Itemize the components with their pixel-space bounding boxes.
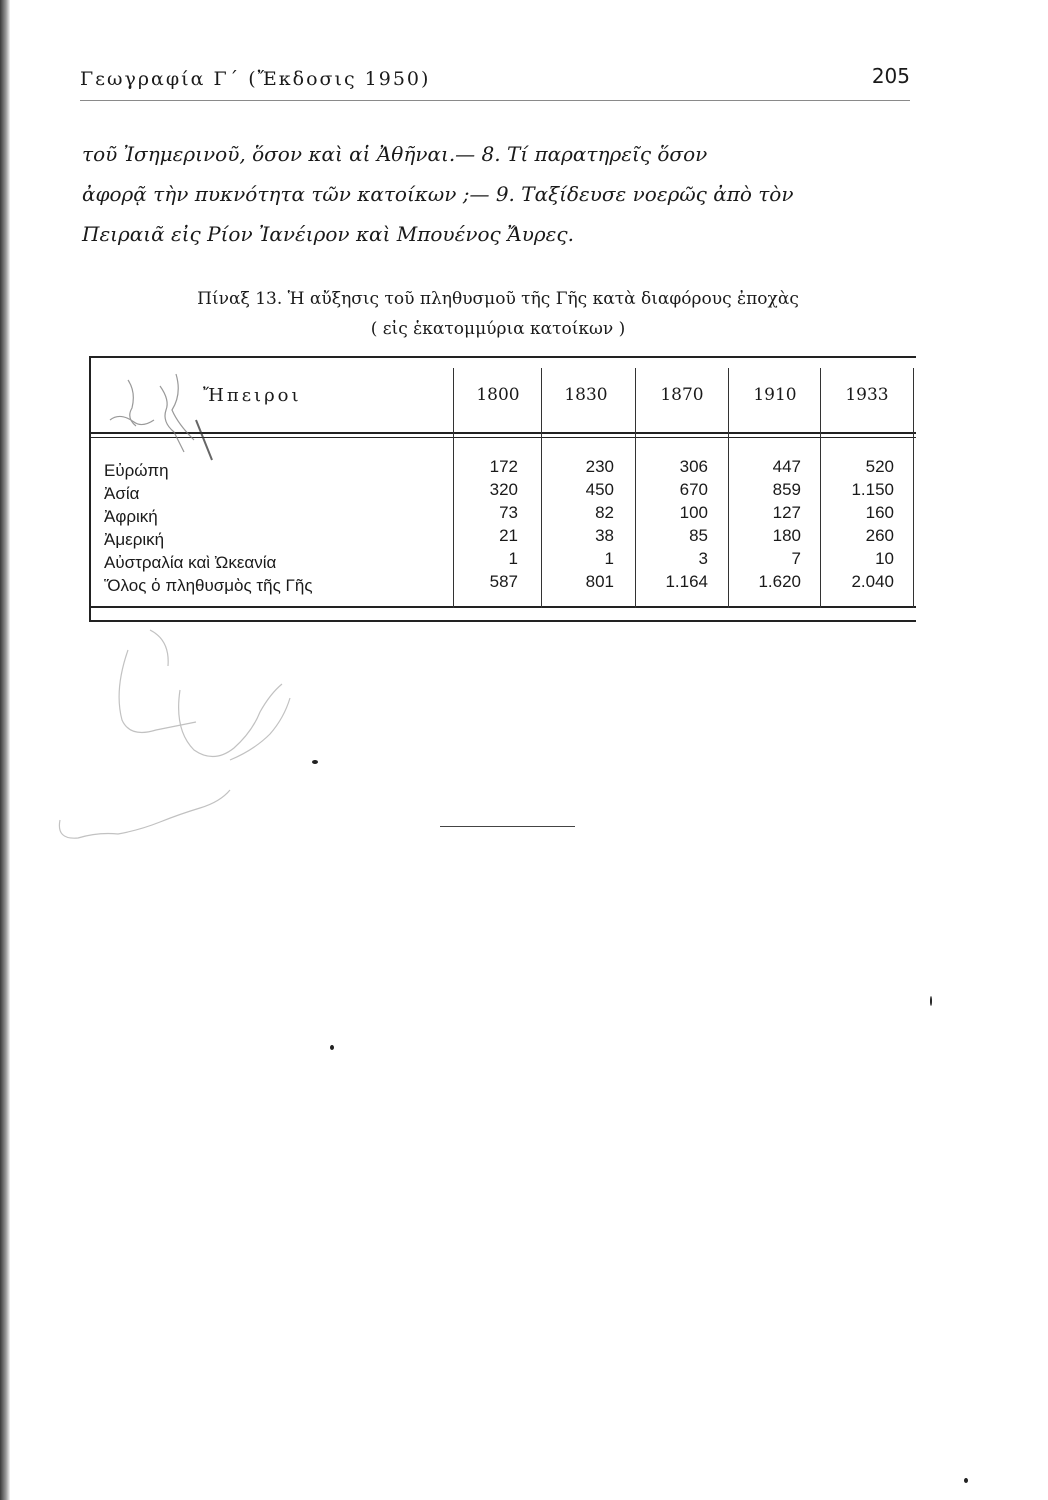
year-header: 1870 bbox=[660, 385, 704, 405]
row-label-europe: Εὐρώπη bbox=[104, 461, 169, 480]
year-header: 1933 bbox=[845, 385, 889, 405]
table-cell: 587 bbox=[489, 572, 518, 591]
body-line-3: Πειραιᾶ εἰς Ρίον Ἰανέιρον καὶ Μπουένος Ἄυρες. bbox=[82, 222, 574, 246]
table-cell: 1.164 bbox=[665, 572, 708, 591]
table-caption-unit: ( εἰς ἑκατομμύρια κατοίκων ) bbox=[370, 319, 626, 339]
table-cell: 520 bbox=[865, 457, 894, 476]
row-label-africa: Ἀφρική bbox=[104, 507, 158, 526]
table-cell: 10 bbox=[875, 549, 894, 568]
table-cell: 172 bbox=[489, 457, 518, 476]
table-cell: 450 bbox=[585, 480, 614, 499]
table-cell: 73 bbox=[499, 503, 518, 522]
row-label-america: Ἀμερική bbox=[104, 530, 165, 549]
table-cell: 1.150 bbox=[851, 480, 894, 499]
table-cell: 100 bbox=[679, 503, 708, 522]
table-cell: 1.620 bbox=[758, 572, 801, 591]
table-cell: 82 bbox=[595, 503, 614, 522]
year-header: 1910 bbox=[753, 385, 797, 405]
table-cell: 3 bbox=[698, 549, 708, 568]
table-cell: 127 bbox=[772, 503, 801, 522]
table-cell: 670 bbox=[679, 480, 708, 499]
year-header: 1830 bbox=[564, 385, 608, 405]
pencil-curve bbox=[150, 630, 168, 666]
ink-speck bbox=[330, 1045, 334, 1050]
pencil-curve bbox=[119, 650, 196, 732]
row-label-oceania: Αὐστραλία καὶ Ὠκεανία bbox=[104, 553, 277, 572]
pencil-curve bbox=[179, 684, 282, 757]
pencil-curve bbox=[230, 698, 290, 760]
table-cell: 160 bbox=[865, 503, 894, 522]
table-cell: 85 bbox=[689, 526, 708, 545]
pencil-scribble bbox=[172, 374, 194, 440]
body-line-2: ἀφορᾷ τὴν πυκνότητα τῶν κατοίκων ;— 9. Ταξίδευσε νοερῶς ἀπὸ τὸν bbox=[82, 182, 794, 206]
table-cell: 21 bbox=[499, 526, 518, 545]
ink-speck bbox=[930, 996, 932, 1006]
table-cell: 306 bbox=[679, 457, 708, 476]
table-cell: 447 bbox=[772, 457, 801, 476]
pencil-scribble bbox=[110, 416, 154, 424]
pencil-curve bbox=[59, 790, 230, 838]
table-caption-title: Πίναξ 13. Ἡ αὔξησις τοῦ πληθυσμοῦ τῆς Γῆς κατὰ διαφόρους ἐποχὰς bbox=[197, 289, 799, 309]
year-header: 1800 bbox=[476, 385, 520, 405]
table-cell: 320 bbox=[489, 480, 518, 499]
table-cell: 38 bbox=[595, 526, 614, 545]
ink-speck bbox=[964, 1478, 968, 1483]
table-cell: 1 bbox=[604, 549, 614, 568]
table-cell: 859 bbox=[772, 480, 801, 499]
ink-speck bbox=[312, 760, 318, 764]
table-cell: 180 bbox=[772, 526, 801, 545]
table-cell: 2.040 bbox=[851, 572, 894, 591]
row-label-asia: Ἀσία bbox=[104, 484, 140, 503]
table-cell: 801 bbox=[585, 572, 614, 591]
table-cell: 1 bbox=[508, 549, 518, 568]
row-label-total: Ὅλος ὁ πληθυσμὸς τῆς Γῆς bbox=[104, 576, 313, 595]
pencil-stroke bbox=[196, 420, 212, 460]
table-cell: 230 bbox=[585, 457, 614, 476]
table-cell: 7 bbox=[791, 549, 801, 568]
section-separator bbox=[440, 826, 575, 827]
body-line-1: τοῦ Ἰσημερινοῦ, ὅσον καὶ αἱ Ἀθῆναι.— 8. Τί παρατηρεῖς ὅσον bbox=[82, 142, 708, 166]
pencil-scribble bbox=[160, 386, 184, 452]
table-cell: 260 bbox=[865, 526, 894, 545]
column-header-continents: Ἤπειροι bbox=[203, 385, 302, 406]
page-number: 205 bbox=[871, 64, 910, 88]
running-title: Γεωγραφία Γ΄ (Ἔκδοσις 1950) bbox=[80, 68, 431, 90]
